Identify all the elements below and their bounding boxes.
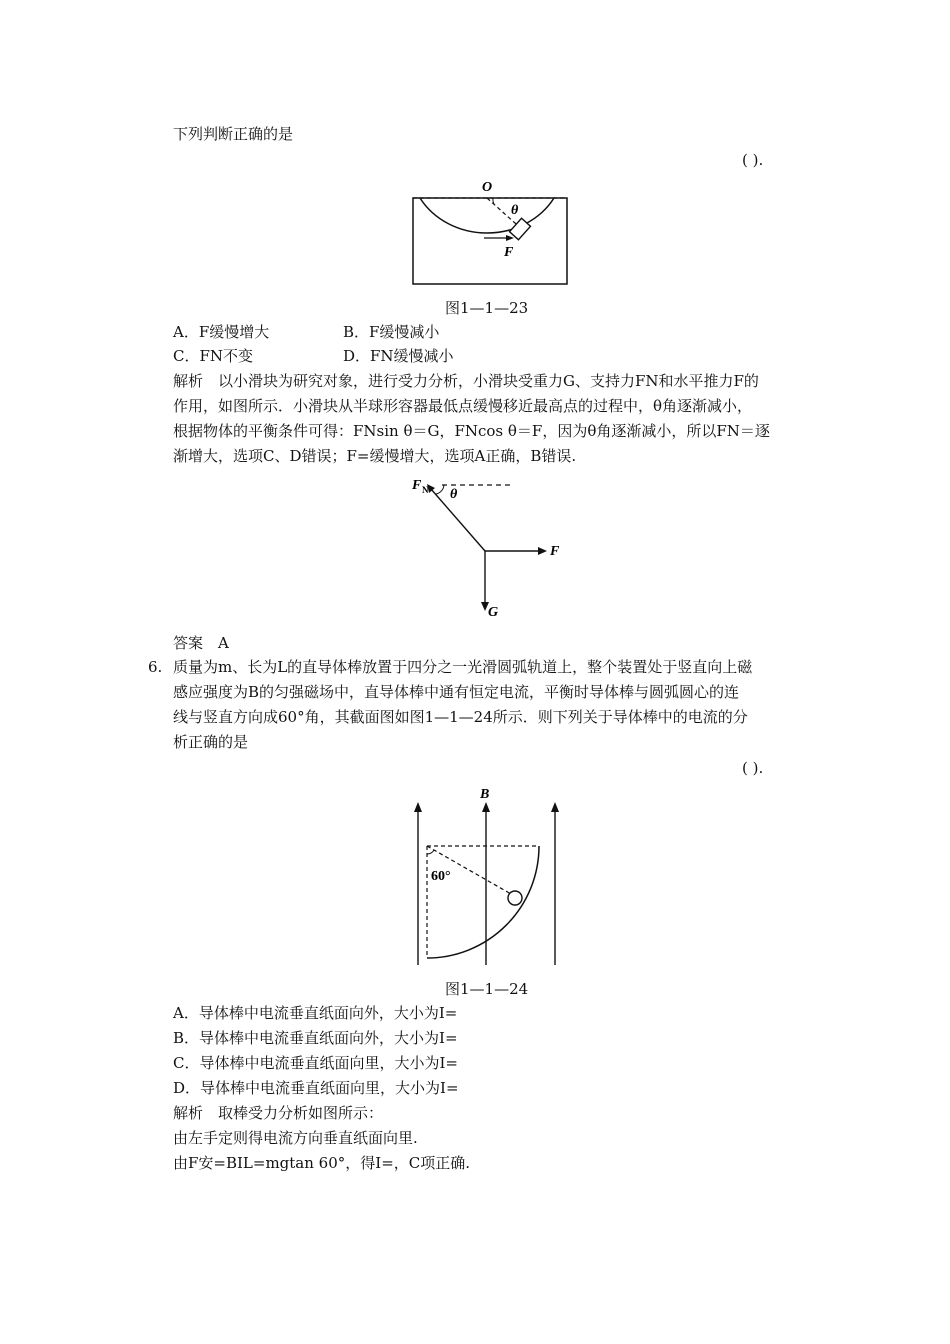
analysis-line: 作用，如图所示．小滑块从半球形容器最低点缓慢移近最高点的过程中，θ角逐渐减小，: [173, 397, 753, 415]
analysis-line: 解析 取棒受力分析如图所示：: [173, 1104, 384, 1122]
option-a: A．F缓慢增大: [173, 323, 270, 341]
option-d: D．导体棒中电流垂直纸面向里，大小为I=: [173, 1079, 459, 1097]
label-angle: 60°: [431, 869, 451, 884]
option-b: B．导体棒中电流垂直纸面向外，大小为I=: [173, 1029, 458, 1047]
q6-answer-blank: ( ).: [742, 759, 764, 777]
label-B: B: [480, 787, 490, 802]
q6-stem-line: 质量为m、长为L的直导体棒放置于四分之一光滑圆弧轨道上，整个装置处于竖直向上磁: [173, 658, 753, 676]
hemisphere-arc: [420, 198, 554, 233]
analysis-line: 解析 以小滑块为研究对象，进行受力分析，小滑块受重力G、支持力FN和水平推力F的: [173, 372, 759, 390]
q6-stem-line: 析正确的是: [173, 733, 249, 751]
force-diagram: [400, 474, 580, 622]
q5-stem: 下列判断正确的是: [173, 125, 294, 143]
analysis-line: 由F安=BIL=mgtan 60°，得I=，C项正确.: [173, 1154, 471, 1172]
answer-line: 答案 A: [173, 634, 229, 652]
analysis-line: 由左手定则得电流方向垂直纸面向里.: [173, 1129, 418, 1147]
label-F: F: [550, 544, 560, 559]
label-N-subscript: N: [422, 485, 429, 495]
option-b: B．F缓慢减小: [343, 323, 440, 341]
question-number: 6.: [148, 658, 163, 676]
label-theta: θ: [450, 487, 458, 502]
label-theta: θ: [511, 203, 519, 218]
figure-quarter-arc-track: [400, 780, 580, 970]
label-O: O: [482, 180, 493, 195]
quarter-arc: [427, 846, 539, 958]
conductor-rod: [508, 891, 522, 905]
q5-answer-blank: ( ).: [742, 151, 764, 169]
option-d: D．FN缓慢减小: [343, 347, 454, 365]
q6-stem-line: 线与竖直方向成60°角，其截面图如图1—1—24所示．则下列关于导体棒中的电流的分: [173, 708, 748, 726]
label-FN: F: [412, 478, 422, 493]
label-G: G: [488, 605, 499, 620]
label-F: F: [504, 245, 514, 260]
force-arrow-FN: [431, 489, 485, 551]
option-c: C．导体棒中电流垂直纸面向里，大小为I=: [173, 1054, 458, 1072]
analysis-line: 根据物体的平衡条件可得：FNsin θ＝G，FNcos θ＝F，因为θ角逐渐减小，所以FN＝逐: [173, 422, 770, 440]
figure-caption-24: 图1—1—24: [445, 980, 529, 998]
figure-hemispherical-container: [400, 172, 580, 290]
slider-block: [510, 218, 531, 239]
figure-caption-23: 图1—1—23: [445, 299, 529, 317]
analysis-line: 渐增大，选项C、D错误；F=缓慢增大，选项A正确，B错误.: [173, 447, 577, 465]
option-c: C．FN不变: [173, 347, 254, 365]
option-a: A．导体棒中电流垂直纸面向外，大小为I=: [173, 1004, 458, 1022]
q6-stem-line: 感应强度为B的匀强磁场中，直导体棒中通有恒定电流，平衡时导体棒与圆弧圆心的连: [173, 683, 740, 701]
